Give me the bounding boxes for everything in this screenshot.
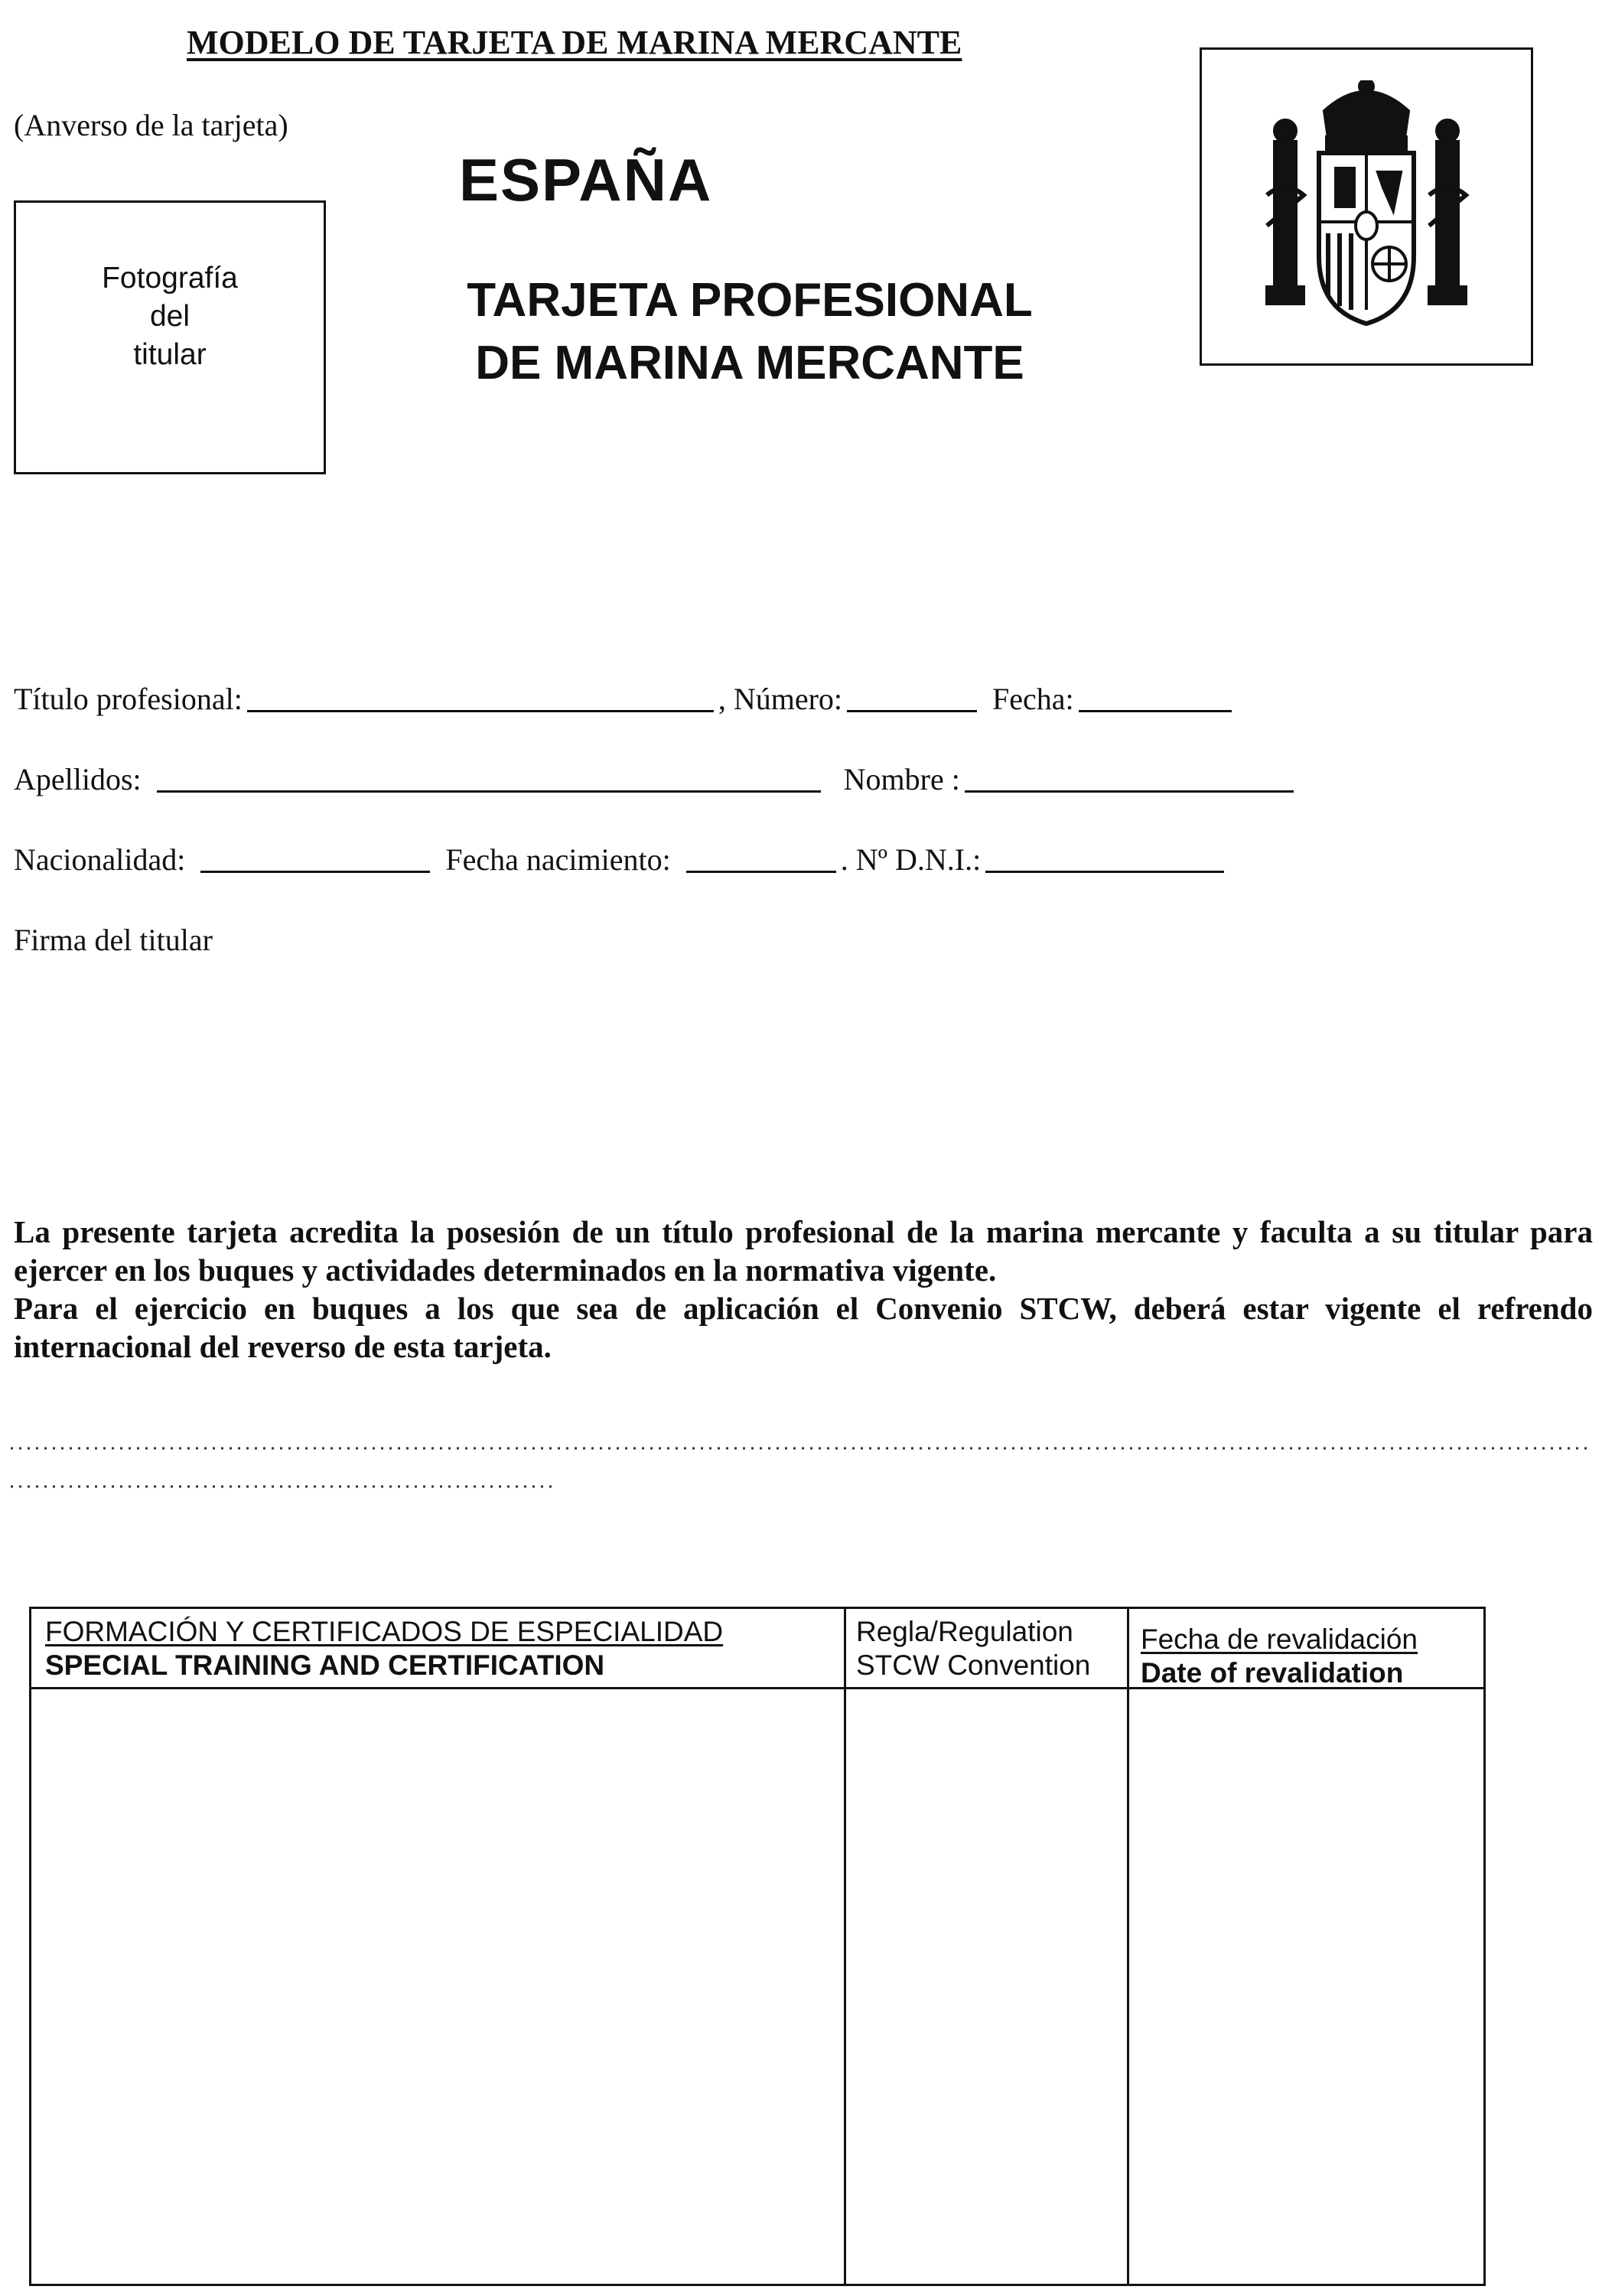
document-title: MODELO DE TARJETA DE MARINA MERCANTE bbox=[187, 24, 962, 61]
nombre-label: Nombre : bbox=[843, 762, 960, 796]
table-header-revalidation bbox=[1141, 1623, 1418, 1690]
country-name: ESPAÑA bbox=[459, 146, 713, 213]
table-column-divider-2 bbox=[1127, 1609, 1129, 2284]
titulo-label: Título profesional: bbox=[14, 682, 243, 716]
header-regulation-line2: STCW Convention bbox=[856, 1650, 1091, 1681]
card-title-line1: TARJETA PROFESIONAL bbox=[467, 274, 1033, 327]
statement-paragraphs bbox=[14, 1213, 1593, 1366]
fecha-label: Fecha: bbox=[992, 682, 1074, 716]
dotted-lines bbox=[11, 1442, 1594, 1496]
numero-label: , Número: bbox=[718, 682, 843, 716]
field-row-nacionalidad bbox=[14, 842, 1229, 878]
table-header-training bbox=[45, 1615, 723, 1682]
apellidos-blank[interactable] bbox=[157, 763, 821, 793]
nombre-blank[interactable] bbox=[965, 763, 1294, 793]
card-title-line2: DE MARINA MERCANTE bbox=[475, 337, 1024, 389]
coat-of-arms-box bbox=[1200, 47, 1533, 366]
fecha-nacimiento-label: Fecha nacimiento: bbox=[445, 842, 671, 877]
statement-paragraph-2: Para el ejercicio en buques a los que sea de aplicación el Convenio STCW, deberá estar vigente el refrendo internacional del reverso de esta tarjeta. bbox=[14, 1291, 1593, 1364]
header-revalidation-en: Date of revalidation bbox=[1141, 1657, 1404, 1689]
photo-label: Fotografía del titular bbox=[102, 262, 238, 371]
header-training-en: SPECIAL TRAINING AND CERTIFICATION bbox=[45, 1650, 605, 1681]
statement-paragraph-1: La presente tarjeta acredita la posesión de un título profesional de la marina mercante y faculta a su titular para ejercer en los buques y actividades determinados en la normativa vigente. bbox=[14, 1214, 1593, 1288]
apellidos-label: Apellidos: bbox=[14, 762, 142, 796]
signature-label: Firma del titular bbox=[14, 923, 213, 957]
table-header-regulation bbox=[856, 1615, 1090, 1682]
titulo-blank[interactable] bbox=[247, 682, 714, 712]
nacionalidad-blank[interactable] bbox=[200, 843, 430, 873]
photo-placeholder bbox=[14, 200, 326, 474]
numero-blank[interactable] bbox=[847, 682, 977, 712]
dni-label: . Nº D.N.I.: bbox=[840, 842, 982, 877]
fecha-nacimiento-blank[interactable] bbox=[686, 843, 836, 873]
field-row-titulo bbox=[14, 681, 1236, 717]
certification-table bbox=[29, 1607, 1486, 2286]
fecha-blank[interactable] bbox=[1079, 682, 1232, 712]
card-side-note: (Anverso de la tarjeta) bbox=[14, 108, 288, 142]
card-title bbox=[428, 269, 1071, 395]
header-training-es: FORMACIÓN Y CERTIFICADOS DE ESPECIALIDAD bbox=[45, 1616, 724, 1647]
header-revalidation-es: Fecha de revalidación bbox=[1141, 1623, 1418, 1655]
dni-blank[interactable] bbox=[985, 843, 1224, 873]
field-row-apellidos bbox=[14, 761, 1298, 797]
table-column-divider-1 bbox=[844, 1609, 846, 2284]
header-regulation-line1: Regla/Regulation bbox=[856, 1616, 1073, 1647]
spain-coat-of-arms-icon bbox=[1252, 80, 1481, 333]
nacionalidad-label: Nacionalidad: bbox=[14, 842, 186, 877]
